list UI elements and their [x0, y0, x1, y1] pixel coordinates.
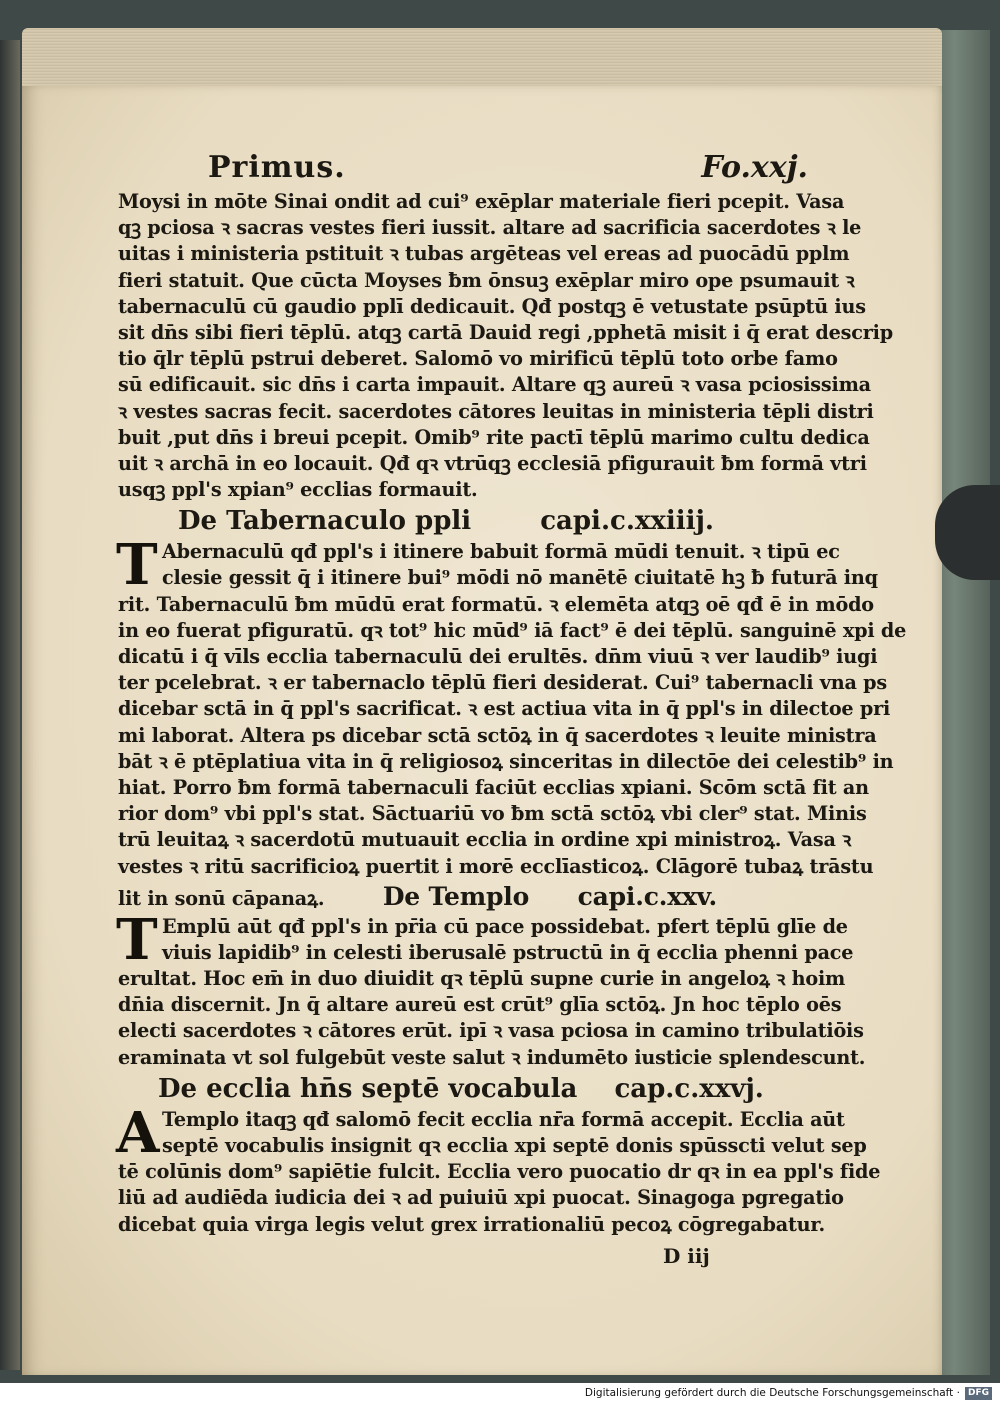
text-line: trū leuitaꝝ ꝛ sacerdotū mutuauit ecclia in ordine xpi ministroꝝ. Vasa ꝛ [118, 828, 852, 852]
text-line: vestes ꝛ ritū sacrificioꝝ puertit i morē ecclīasticoꝝ. Clāgorē tubaꝝ trāstu [118, 854, 874, 878]
paragraph-3-cont [118, 966, 866, 1071]
text-line: septē vocabulis insignit qꝛ ecclia xpi septē donis spūsscti velut sep [162, 1134, 867, 1157]
drop-initial: T [116, 906, 158, 973]
text-line: uitas i ministeria pstituit ꝛ tubas argēteas vel ereas ad puocādū pplm [118, 242, 850, 266]
bookmark-tab [935, 485, 1000, 580]
text-line: dn̄ia discernit. Jn q̄ altare aureū est crūt⁹ glīa sctōꝝ. Jn hoc tēplo oēs [118, 993, 842, 1017]
text-line: in eo fuerat pfiguratū. qꝛ tot⁹ hic mūd⁹ iā fact⁹ ē dei tēplū. sanguinē xpi de [118, 618, 907, 642]
chapter-number: capi.c.xxv. [577, 881, 717, 911]
text-line: erultat. Hoc em̄ in duo diuidit qꝛ tēplū supne curie in angeloꝝ ꝛ hoim [118, 967, 846, 991]
text-line: fieri statuit. Que cūcta Moyses ƀm ōnsuꝫ exēplar miro ope psumauit ꝛ [118, 268, 855, 292]
text-line: liū ad audiēda iudicia dei ꝛ ad puiuiū xpi puocat. Sinagoga pgregatio [118, 1186, 844, 1210]
text-line: viuis lapidib⁹ in celesti iberusalē pstructū in q̄ ecclia phenni pace [162, 940, 854, 964]
text-line: hiat. Porro ƀm formā tabernaculi faciūt ecclias xpiani. Scōm sctā fit an [118, 775, 869, 799]
text-line: Abernaculū qđ ppl's i itinere babuit formā mūdi tenuit. ꝛ tipū ec [162, 540, 840, 564]
text-line-with-heading [118, 880, 808, 914]
text-line: Emplū aūt qđ ppl's in pr̄ia cū pace possidebat. pfert tēplū glīe de [162, 914, 848, 938]
page-edges [22, 28, 942, 92]
text-line: uit ꝛ archā in eo locauit. Qđ qꝛ vtrūqꝫ ecclesiā pfigurauit ƀm formā vtri [118, 451, 867, 475]
running-header [118, 150, 808, 189]
text-line: tio q̄lr tēplū pstrui deberet. Salomō vo mirificū tēplū toto orbe famo [118, 347, 838, 371]
text-line: dicatū i q̄ vīls ecclia tabernaculū dei erultēs. dn̄m viuū ꝛ ver laudib⁹ iugi [118, 645, 878, 668]
text-line: rior dom⁹ vbi ppl's stat. Sāctuariū vo ƀm sctā sctōꝝ vbi cler⁹ stat. Minis [118, 802, 867, 826]
text-line: usqꝫ ppl's xpian⁹ ecclias formauit. [118, 478, 478, 502]
chapter-heading-templo [383, 882, 717, 911]
chapter-title: De Templo [382, 881, 530, 911]
text-line: rit. Tabernaculū ƀm mūdū erat formatū. ꝛ elemēta atqꝫ oē qđ ē in mōdo [118, 592, 874, 616]
chapter-heading-tabernaculo [118, 503, 808, 539]
signature-mark: D iij [663, 1243, 710, 1268]
book-cover-left-edge [0, 40, 20, 1370]
text-line: qꝫ pciosa ꝛ sacras vestes fieri iussit. altare ad sacrificia sacerdotes ꝛ le [118, 216, 862, 240]
dfg-logo: DFG [965, 1387, 992, 1400]
chapter-heading-ecclia [118, 1071, 808, 1107]
text-line: dicebar sctā in q̄ ppl's sacrificat. ꝛ est actiua vita in q̄ ppl's in dilectoe pri [118, 697, 891, 721]
credit-text: Digitalisierung gefördert durch die Deutsche Forschungsgemeinschaft · [584, 1387, 960, 1399]
folio-number: Fo.xxj. [701, 150, 808, 185]
text-line: Moysi in mōte Sinai ondit ad cui⁹ exēplar materiale fieri pcepit. Vasa [118, 190, 845, 213]
drop-initial: T [116, 532, 158, 599]
text-line-end: lit in sonū cāpanaꝝ. [118, 886, 325, 910]
text-line: tabernaculū cū gaudio pplī dedicauit. Qđ postqꝫ ē vetustate psūptū ius [118, 294, 866, 318]
text-line: sū edificauit. sic dn̄s i carta impauit. Altare qꝫ aureū ꝛ vasa pciosissima [118, 373, 871, 397]
chapter-title: De ecclia hn̄s septē vocabula [158, 1073, 578, 1104]
drop-initial: A [116, 1099, 160, 1166]
text-line: ter pcelebrat. ꝛ er tabernaclo tēplū fieri desiderat. Cui⁹ tabernacli vna ps [118, 671, 887, 695]
chapter-number: cap.c.xxvj. [614, 1073, 764, 1104]
paragraph-2-cont [118, 592, 907, 914]
chapter-title: De Tabernaculo ppli [178, 506, 472, 537]
digitization-credit-bar [0, 1383, 1000, 1403]
paragraph-3 [116, 906, 854, 973]
text-line: buit ,put dn̄s i breui pcepit. Omib⁹ rite pactī tēplū marimo cultu dedica [118, 425, 870, 449]
paragraph-4-cont [118, 1159, 881, 1238]
running-title: Primus. [208, 150, 346, 185]
text-line: clesie gessit q̄ i itinere bui⁹ mōdi nō manētē ciuitatē hꝫ ƀ futurā inq [162, 566, 878, 590]
text-line: electi sacerdotes ꝛ cātores erūt. ipī ꝛ vasa pciosa in camino tribulatiōis [118, 1019, 864, 1043]
text-line: sit dn̄s sibi fieri tēplū. atqꝫ cartā Dauid regi ,pphetā misit i q̄ erat descrip [118, 320, 893, 344]
chapter-number: capi.c.xxiiij. [540, 506, 714, 537]
paragraph-4 [116, 1099, 867, 1166]
text-line: ꝛ vestes sacras fecit. sacerdotes cātores leuitas in ministeria tēpli distri [118, 399, 874, 423]
paragraph-2 [116, 532, 878, 599]
text-line: Templo itaqꝫ qđ salomō fecit ecclia nr̄a formā accepit. Ecclia aūt [162, 1107, 845, 1131]
text-line: eraminata vt sol fulgebūt veste salut ꝛ indumēto iusticie splendescunt. [118, 1045, 866, 1069]
text-line: mi laborat. Altera ps dicebar sctā sctōꝝ in q̄ sacerdotes ꝛ leuite ministra [118, 723, 877, 747]
text-line: bāt ꝛ ē ptēplatiua vita in q̄ religiosoꝝ sinceritas in dilectōe dei celestib⁹ in [118, 749, 894, 773]
text-block [116, 150, 907, 1270]
text-line: dicebat quia virga legis velut grex irrationaliū pecoꝝ cōgregabatur. [118, 1212, 826, 1236]
text-line: tē colūnis dom⁹ sapiētie fulcit. Ecclia vero puocatio dr qꝛ in ea ppl's fide [118, 1160, 881, 1184]
paragraph-1 [118, 189, 893, 503]
